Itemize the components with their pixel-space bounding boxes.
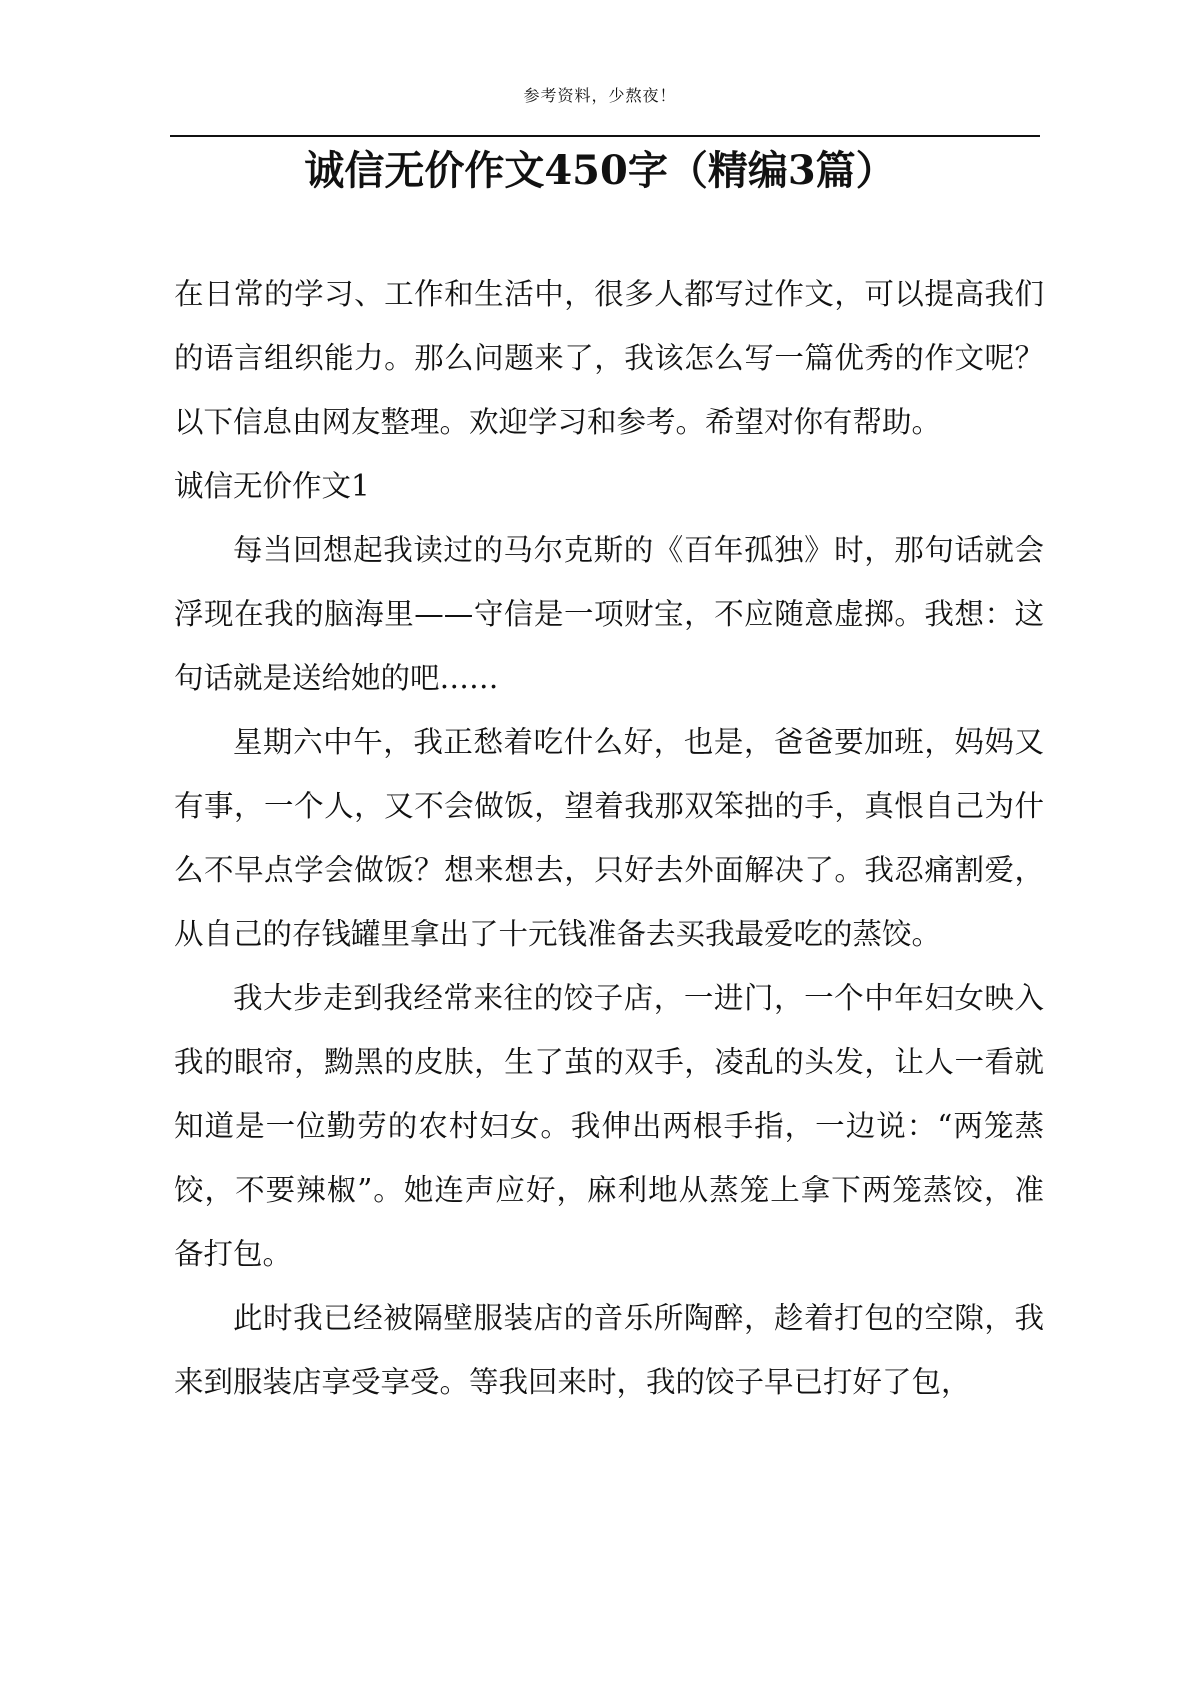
header-divider: [170, 135, 1040, 137]
body-paragraph: 此时我已经被隔壁服装店的音乐所陶醉，趁着打包的空隙，我来到服装店享受享受。等我回来时，我的饺子早已打好了包，: [174, 1301, 1044, 1399]
document-title: 诚信无价作文450字（精编3篇）: [304, 147, 896, 194]
section-heading: 诚信无价作文1: [174, 469, 370, 503]
body-paragraph: 星期六中午，我正愁着吃什么好，也是，爸爸要加班，妈妈又有事，一个人，又不会做饭，望着我那双笨拙的手，真恨自己为什么不早点学会做饭？想来想去，只好去外面解决了。我忍痛割爱，从自己的存钱罐里拿出了十元钱准备去买我最爱吃的蒸饺。: [174, 725, 1044, 951]
intro-paragraph: 在日常的学习、工作和生活中，很多人都写过作文，可以提高我们的语言组织能力。那么问题来了，我该怎么写一篇优秀的作文呢？以下信息由网友整理。欢迎学习和参考。希望对你有帮助。: [174, 277, 1044, 439]
body-paragraph: 我大步走到我经常来往的饺子店，一进门，一个中年妇女映入我的眼帘，黝黑的皮肤，生了茧的双手，凌乱的头发，让人一看就知道是一位勤劳的农村妇女。我伸出两根手指，一边说：“两笼蒸饺，不要辣椒”。她连声应好，麻利地从蒸笼上拿下两笼蒸饺，准备打包。: [174, 981, 1044, 1271]
document-body: [174, 262, 1044, 1414]
body-paragraph: 每当回想起我读过的马尔克斯的《百年孤独》时，那句话就会浮现在我的脑海里——守信是一项财宝，不应随意虚掷。我想：这句话就是送给她的吧……: [174, 533, 1044, 695]
header-note: 参考资料，少熬夜！: [523, 86, 677, 105]
